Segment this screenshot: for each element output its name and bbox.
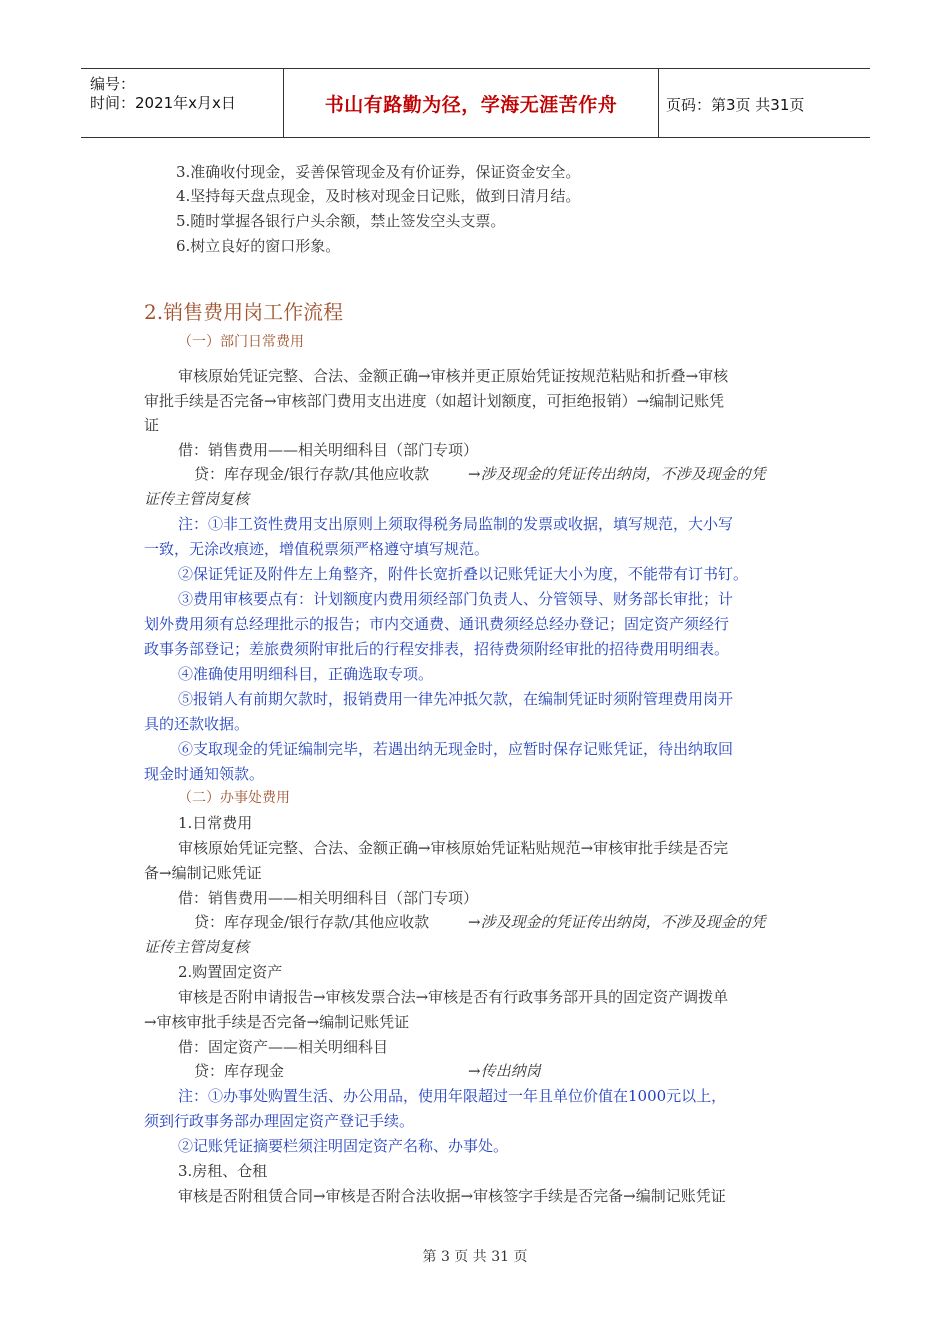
text-line: 5.随时掌握各银行户头余额，禁止签发空头支票。: [176, 212, 506, 230]
text-line: 备→编制记账凭证: [144, 864, 262, 882]
text-line: 证传主管岗复核: [144, 938, 250, 956]
text-line: 1.日常费用: [178, 814, 253, 832]
note-line: 注：①非工资性费用支出原则上须取得税务局监制的发票或收据，填写规范，大小写: [178, 515, 734, 533]
note-line: ②保证凭证及附件左上角整齐，附件长宽折叠以记账凭证大小为度，不能带有订书钉。: [178, 565, 749, 583]
text-line: 3.准确收付现金，妥善保管现金及有价证券，保证资金安全。: [176, 163, 581, 181]
text-line: 6.树立良好的窗口形象。: [176, 237, 341, 255]
section-heading: 2.销售费用岗工作流程: [144, 300, 344, 324]
page-header: [81, 68, 870, 138]
note-line: 政事务部登记；差旅费须附审批后的行程安排表，招待费须附经审批的招待费用明细表。: [144, 640, 730, 658]
subsection-heading: （二）办事处费用: [178, 790, 290, 806]
text-line: 贷：库存现金/银行存款/其他应收款: [194, 913, 430, 931]
note-line: 注：①办事处购置生活、办公用品，使用年限超过一年且单位价值在1000元以上，: [178, 1087, 727, 1105]
motto: 书山有路勤为径，学海无涯苦作舟: [324, 94, 618, 116]
note-line: ③费用审核要点有：计划额度内费用须经部门负责人、分管领导、财务部长审批；计: [178, 590, 734, 608]
page-footer: 第 3 页 共 31 页: [422, 1249, 528, 1265]
text-line: →涉及现金的凭证传出纳岗，不涉及现金的凭: [468, 913, 766, 931]
header-motto-cell: [284, 69, 659, 137]
note-line: 具的还款收据。: [144, 715, 250, 733]
note-line: ②记账凭证摘要栏须注明固定资产名称、办事处。: [178, 1137, 509, 1155]
text-line: 借：销售费用——相关明细科目（部门专项）: [178, 889, 479, 907]
number-label: 编号：: [90, 75, 136, 93]
note-line: ⑥支取现金的凭证编制完毕，若遇出纳无现金时，应暂时保存记账凭证，待出纳取回: [178, 740, 734, 758]
text-line: 贷：库存现金: [194, 1062, 285, 1080]
note-line: ④准确使用明细科目，正确选取专项。: [178, 665, 434, 683]
text-line: 审核原始凭证完整、合法、金额正确→审核原始凭证粘贴规范→审核审批手续是否完: [178, 839, 729, 857]
text-line: →审核审批手续是否完备→编制记账凭证: [144, 1013, 410, 1031]
text-line: 4.坚持每天盘点现金，及时核对现金日记账，做到日清月结。: [176, 187, 581, 205]
text-line: 审核是否附租赁合同→审核是否附合法收据→审核签字手续是否完备→编制记账凭证: [178, 1187, 726, 1205]
text-line: 借：销售费用——相关明细科目（部门专项）: [178, 441, 479, 459]
text-line: 贷：库存现金/银行存款/其他应收款: [194, 465, 430, 483]
text-line: 审批手续是否完备→审核部门费用支出进度（如超计划额度，可拒绝报销）→编制记账凭: [144, 392, 725, 410]
text-line: 证: [144, 416, 160, 434]
text-line: 2.购置固定资产: [178, 963, 283, 981]
subsection-heading: （一）部门日常费用: [178, 334, 304, 350]
note-line: 划外费用须有总经理批示的报告；市内交通费、通讯费须经总经办登记；固定资产须经行: [144, 615, 730, 633]
text-line: 3.房租、仓租: [178, 1162, 268, 1180]
header-meta-cell: [81, 69, 284, 137]
header-page-cell: [659, 69, 870, 137]
text-line: →传出纳岗: [468, 1062, 541, 1080]
time-label: 时间：2021年x月x日: [90, 94, 236, 112]
page-info: 页码：第3页 共31页: [666, 96, 805, 114]
text-line: 借：固定资产——相关明细科目: [178, 1038, 389, 1056]
note-line: 现金时通知领款。: [144, 765, 265, 783]
text-line: →涉及现金的凭证传出纳岗，不涉及现金的凭: [468, 465, 766, 483]
note-line: 须到行政事务部办理固定资产登记手续。: [144, 1112, 415, 1130]
note-line: 一致，无涂改痕迹，增值税票须严格遵守填写规范。: [144, 540, 490, 558]
text-line: 证传主管岗复核: [144, 490, 250, 508]
text-line: 审核是否附申请报告→审核发票合法→审核是否有行政事务部开具的固定资产调拨单: [178, 988, 729, 1006]
text-line: 审核原始凭证完整、合法、金额正确→审核并更正原始凭证按规范粘贴和折叠→审核: [178, 367, 729, 385]
note-line: ⑤报销人有前期欠款时，报销费用一律先冲抵欠款，在编制凭证时须附管理费用岗开: [178, 690, 734, 708]
